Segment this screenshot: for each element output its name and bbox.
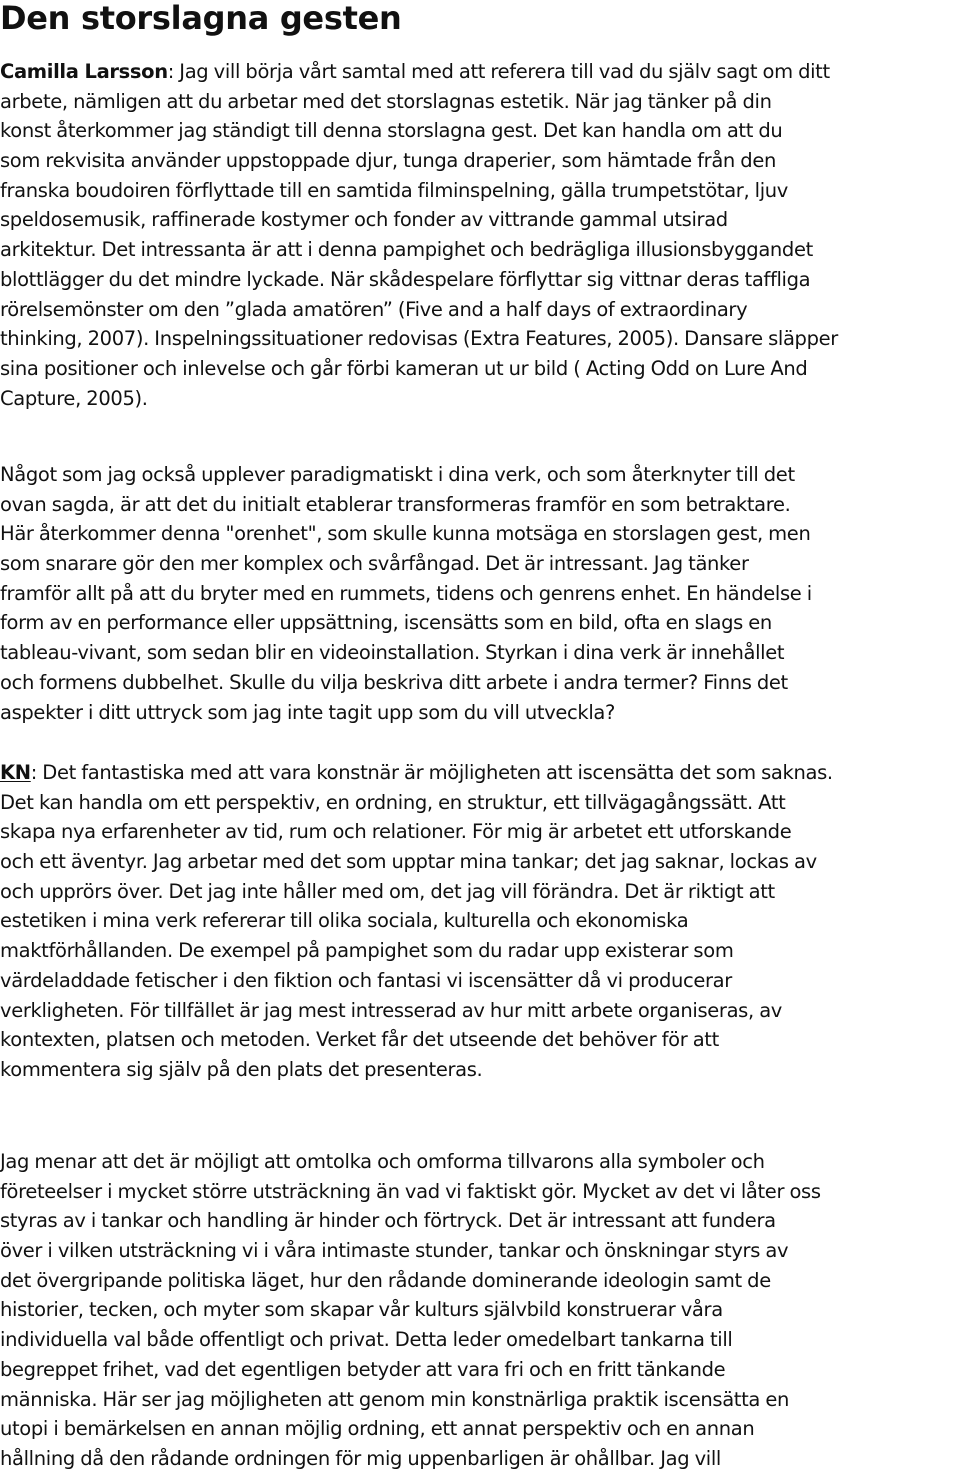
- line-text: Jag menar att det är möjligt att omtolka och omforma tillvarons alla symboler och: [0, 1150, 765, 1173]
- paragraph-interview-question-2: [0, 460, 812, 727]
- text-line: [0, 1055, 833, 1085]
- text-line: [0, 57, 838, 87]
- text-line: [0, 1025, 833, 1055]
- line-text: sina positioner och inlevelse och går förbi kameran ut ur bild ( Acting Odd on Lure And: [0, 356, 808, 380]
- speaker-name: Camilla Larsson: [0, 60, 168, 83]
- line-text: konst återkommer jag ständigt till denna storslagna gest. Det kan handla om att du: [0, 119, 783, 143]
- text-line: [0, 1206, 821, 1236]
- text-line: [0, 668, 812, 698]
- line-text: och formens dubbelhet. Skulle du vilja beskriva ditt arbete i andra termer? Finns det: [0, 670, 788, 694]
- line-text: individuella val både offentligt och privat. Detta leder omedelbart tankarna till: [0, 1328, 733, 1352]
- text-line: [0, 758, 833, 788]
- line-text: : Jag vill börja vårt samtal med att referera till vad du själv sagt om ditt: [167, 60, 830, 83]
- text-line: [0, 549, 812, 579]
- text-line: [0, 324, 838, 354]
- line-text: människa. Här ser jag möjligheten att genom min konstnärliga praktik iscensätta en: [0, 1387, 789, 1411]
- line-text: : Det fantastiska med att vara konstnär är möjligheten att iscensätta det som saknas.: [30, 761, 833, 784]
- paragraph-kn-answer-1: [0, 758, 833, 1085]
- text-line: [0, 966, 833, 996]
- line-text: kommentera sig själv på den plats det presenteras.: [0, 1057, 483, 1081]
- line-text: estetiken i mina verk refererar till olika sociala, kulturella och ekonomiska: [0, 909, 689, 933]
- line-text: Här återkommer denna "orenhet", som skulle kunna motsäga en storslagen gest, men: [0, 522, 811, 546]
- line-text: maktförhållanden. De exempel på pampighet som du radar upp existerar som: [0, 939, 734, 963]
- text-line: [0, 936, 833, 966]
- text-line: [0, 608, 812, 638]
- line-text: företeelser i mycket större utsträckning än vad vi faktiskt gör. Mycket av det vi låter oss: [0, 1179, 821, 1203]
- line-text: aspekter i ditt uttryck som jag inte tagit upp som du vill utveckla?: [0, 700, 616, 724]
- text-line: [0, 176, 838, 206]
- line-text: thinking, 2007). Inspelningssituationer redovisas (Extra Features, 2005). Dansare släpper: [0, 327, 838, 351]
- line-text: arbete, nämligen att du arbetar med det storslagnas estetik. När jag tänker på din: [0, 89, 772, 113]
- line-text: skapa nya erfarenheter av tid, rum och relationer. För mig är arbetet ett utforskande: [0, 820, 792, 844]
- text-line: [0, 1385, 821, 1415]
- document-title: Den storslagna gesten: [0, 0, 402, 37]
- text-line: [0, 1295, 821, 1325]
- line-text: Capture, 2005).: [0, 386, 148, 410]
- text-line: [0, 87, 838, 117]
- text-line: [0, 354, 838, 384]
- line-text: kontexten, platsen och metoden. Verket får det utseende det behöver för att: [0, 1028, 719, 1052]
- text-line: [0, 1444, 821, 1474]
- text-line: [0, 235, 838, 265]
- text-line: [0, 1147, 821, 1177]
- text-line: [0, 996, 833, 1026]
- text-line: [0, 1236, 821, 1266]
- line-text: det övergripande politiska läget, hur den rådande dominerande ideologin samt de: [0, 1268, 771, 1292]
- text-line: [0, 698, 812, 728]
- text-line: [0, 295, 838, 325]
- line-text: och upprörs över. Det jag inte håller med om, det jag vill förändra. Det är riktigt att: [0, 879, 775, 903]
- text-line: [0, 1177, 821, 1207]
- line-text: begreppet frihet, vad det egentligen betyder att vara fri och en fritt tänkande: [0, 1357, 726, 1381]
- line-text: form av en performance eller uppsättning, iscensätts som en bild, ofta en slags en: [0, 611, 772, 635]
- line-text: ovan sagda, är att det du initialt etablerar transformeras framför en som betraktare.: [0, 492, 791, 516]
- text-line: [0, 265, 838, 295]
- text-line: [0, 1266, 821, 1296]
- line-text: utopi i bemärkelsen en annan möjlig ordning, ett annat perspektiv och en annan: [0, 1417, 755, 1441]
- text-line: [0, 384, 838, 414]
- line-text: värdeladdade fetischer i den fiktion och fantasi vi iscensätter då vi producerar: [0, 968, 732, 992]
- text-line: [0, 877, 833, 907]
- line-text: över i vilken utsträckning vi i våra intimaste stunder, tankar och önskningar styrs av: [0, 1239, 789, 1263]
- text-line: [0, 519, 812, 549]
- text-line: [0, 847, 833, 877]
- text-line: [0, 490, 812, 520]
- line-text: styras av i tankar och handling är hinder och förtryck. Det är intressant att fundera: [0, 1209, 776, 1233]
- line-text: som rekvisita använder uppstoppade djur, tunga draperier, som hämtade från den: [0, 149, 776, 173]
- paragraph-kn-answer-2: [0, 1147, 821, 1474]
- line-text: verkligheten. För tillfället är jag mest intresserad av hur mitt arbete organiseras, av: [0, 998, 782, 1022]
- line-text: som snarare gör den mer komplex och svårfångad. Det är intressant. Jag tänker: [0, 552, 749, 576]
- text-line: [0, 906, 833, 936]
- line-text: Något som jag också upplever paradigmatiskt i dina verk, och som återknyter till det: [0, 463, 795, 486]
- line-text: och ett äventyr. Jag arbetar med det som upptar mina tankar; det jag saknar, lockas av: [0, 850, 817, 874]
- text-line: [0, 579, 812, 609]
- line-text: historier, tecken, och myter som skapar vår kulturs självbild konstruerar våra: [0, 1298, 723, 1322]
- text-line: [0, 1355, 821, 1385]
- speaker-name: KN: [0, 761, 31, 784]
- line-text: speldosemusik, raffinerade kostymer och fonder av vittrande gammal utsirad: [0, 208, 728, 232]
- line-text: rörelsemönster om den ”glada amatören” (Five and a half days of extraordinary: [0, 297, 748, 321]
- text-line: [0, 116, 838, 146]
- text-line: [0, 205, 838, 235]
- line-text: Det kan handla om ett perspektiv, en ordning, en struktur, ett tillvägagångssätt. Att: [0, 790, 786, 814]
- line-text: hållning då den rådande ordningen för mig uppenbarligen är ohållbar. Jag vill: [0, 1446, 721, 1470]
- text-line: [0, 788, 833, 818]
- text-line: [0, 146, 838, 176]
- line-text: franska boudoiren förflyttade till en samtida filminspelning, gälla trumpetstötar, ljuv: [0, 178, 788, 202]
- text-line: [0, 1414, 821, 1444]
- line-text: arkitektur. Det intressanta är att i denna pampighet och bedrägliga illusionsbyggandet: [0, 238, 813, 262]
- line-text: framför allt på att du bryter med en rummets, tidens och genrens enhet. En händelse i: [0, 581, 812, 605]
- text-line: [0, 817, 833, 847]
- text-line: [0, 638, 812, 668]
- text-line: [0, 460, 812, 490]
- text-line: [0, 1325, 821, 1355]
- paragraph-interview-question-1: [0, 57, 838, 413]
- line-text: tableau-vivant, som sedan blir en videoinstallation. Styrkan i dina verk är innehållet: [0, 641, 785, 665]
- line-text: blottlägger du det mindre lyckade. När skådespelare förflyttar sig vittnar deras taffliga: [0, 267, 811, 291]
